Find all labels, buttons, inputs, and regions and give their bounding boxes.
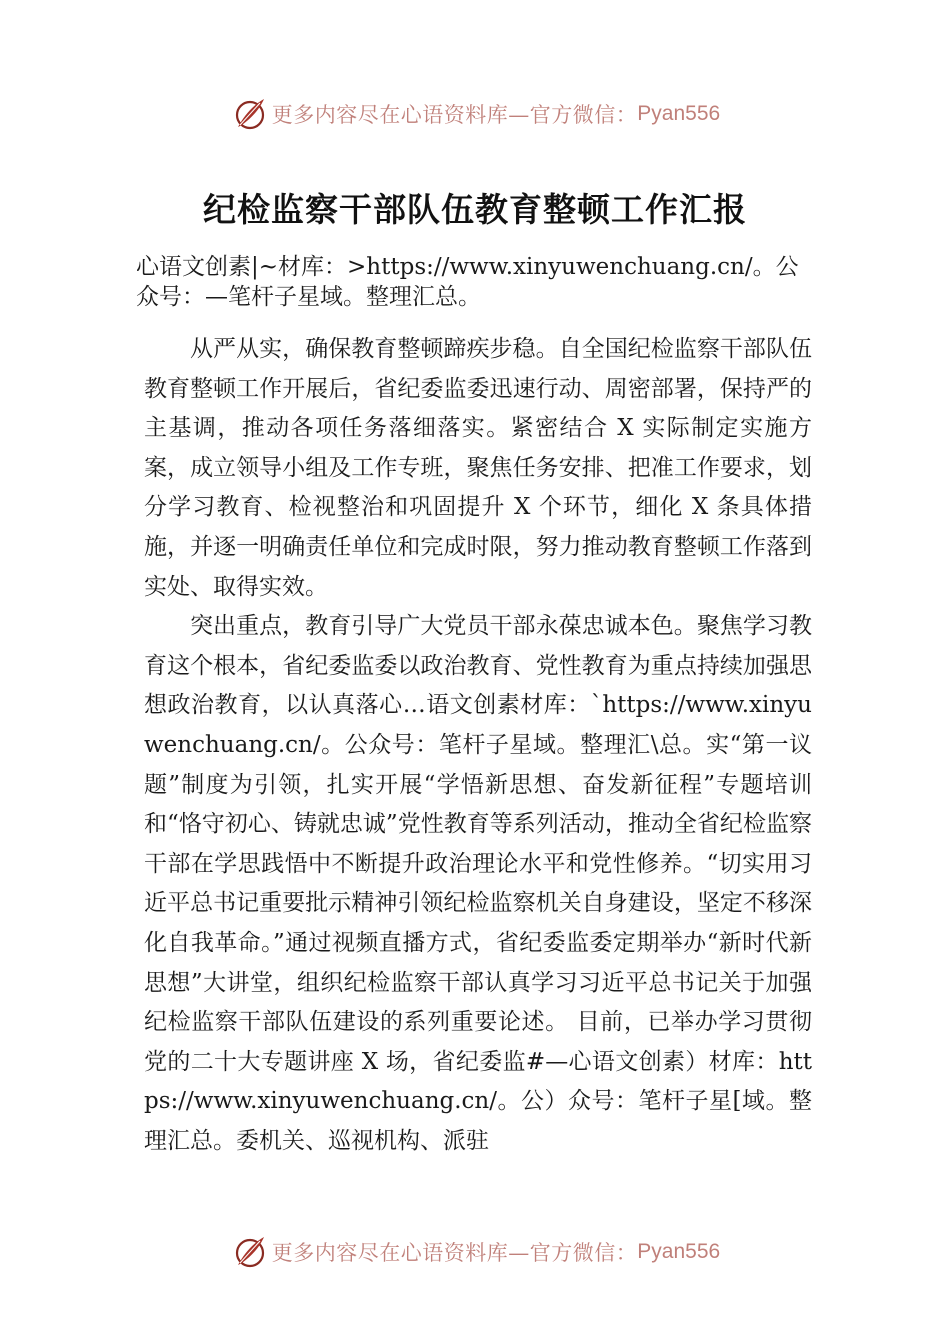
banner-text: 更多内容尽在心语资料库—官方微信： [271,1241,638,1265]
document-title: 纪检监察干部队伍教育整顿工作汇报 [203,190,747,229]
banner-wechat-handle: Pyan556 [637,102,721,125]
feather-pen-logo-icon [230,94,270,134]
feather-pen-logo-icon [230,1232,270,1272]
banner-wechat-handle: Pyan556 [637,1240,721,1263]
paragraph: 从严从实，确保教育整顿蹄疾步稳。自全国纪检监察干部队伍教育整顿工作开展后，省纪委监委迅速行动、周密部署，保持严的主基调，推动各项任务落细落实。紧密结合 X 实际制定实施方案，成立领导小组及工作专班，聚焦任务安排、把准工作要求，划分学习教育、检视整治和巩固提升 X 个环节，细化 X 条具体措施，并逐一明确责任单位和完成时限，努力推动教育整顿工作落到实处、取得实效。 [144,336,812,600]
document-body [144,330,812,1161]
paragraph: 突出重点，教育引导广大党员干部永葆忠诚本色。聚焦学习教育这个根本，省纪委监委以政治教育、党性教育为重点持续加强思想政治教育，以认真落心…语文创素材库：`https://www.xinyuwenchuang.cn/。公众号：笔杆子星域。整理汇\总。实“第一议题”制度为引领，扎实开展“学悟新思想、奋发新征程”专题培训和“恪守初心、铸就忠诚”党性教育等系列活动，推动全省纪检监察干部在学思践悟中不断提升政治理论水平和党性修养。“切实用习近平总书记重要批示精神引领纪检监察机关自身建设，坚定不移深化自我革命。”通过视频直播方式，省纪委监委定期举办“新时代新思想”大讲堂，组织纪检监察干部认真学习习近平总书记关于加强纪检监察干部队伍建设的系列重要论述。 目前，已举办学习贯彻党的二十大专题讲座 X 场，省纪委监#—心语文创素）材库：https://www.xinyuwenchuang.cn/。公）众号：笔杆子星[域。整理汇总。委机关、巡视机构、派驻 [144,613,812,1154]
source-line: 心语文创素|~材库：>https://www.xinyuwenchuang.cn/。公众号：—笔杆子星域。整理汇总。 [136,254,799,310]
banner-text: 更多内容尽在心语资料库—官方微信： [271,103,638,127]
header-banner [0,94,950,134]
footer-banner [0,1232,950,1272]
